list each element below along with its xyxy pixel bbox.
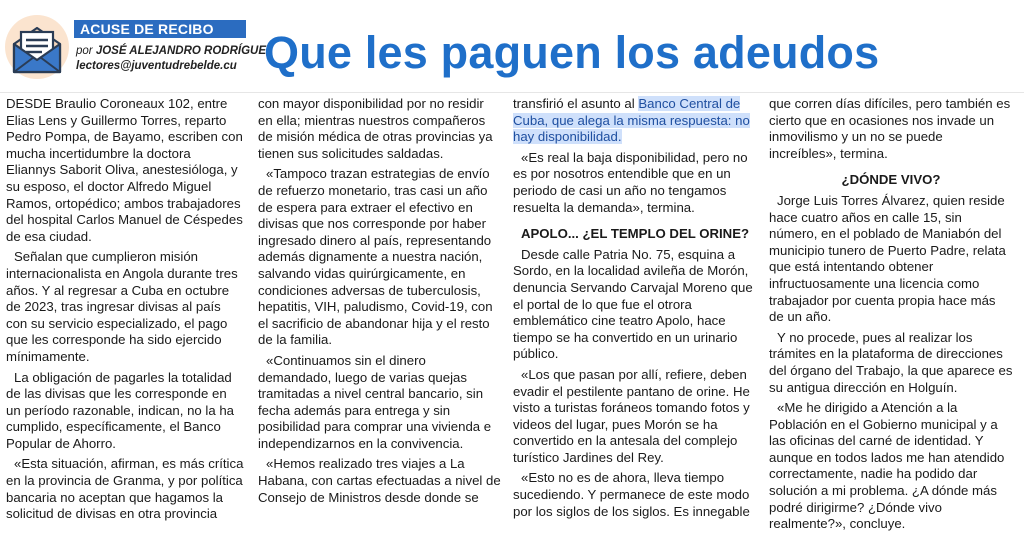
paragraph: Jorge Luis Torres Álvarez, quien reside hace cuatro años en calle 15, sin número, en el poblado de Maniabón del municipio tunero de Puerto Padre, relata que está intentando obtener infructuosamente una licencia como trabajador por cuenta propia hace más de un año.	[769, 192, 1006, 325]
highlighted-text: Banco Central de Cuba, que alega la misma respuesta: no hay disponibilidad.	[513, 96, 750, 145]
paragraph	[513, 96, 757, 146]
paragraph: «Tampoco trazan estrategias de envío de refuerzo monetario, tras casi un año de espera para extraer el efectivo en divisas que nos corresponde por haber ingresado dinero al país, representando además dignamente a nuestra nación, salvando vidas quirúrgicamente, en condiciones adversas de tuberculosis, hepatitis, VIH, paludismo, Covid-19, con el sacrificio de abandonar hija y el resto de la familia.	[258, 166, 493, 348]
article-column-1	[6, 96, 244, 522]
paragraph: Y no procede, pues al realizar los trámites en la plataforma de direcciones del órgano del Trabajo, la que aparece es su antigua dirección en Holguín.	[769, 329, 1013, 395]
paragraph-text: transfirió el asunto al	[513, 96, 639, 111]
paragraph: «Los que pasan por allí, refiere, deben evadir el pestilente pantano de orine. He visto a turistas foráneos tomando fotos y videos del lugar, pues Morón se ha convertido en la antesala del complejo turístico Jardines del Rey.	[513, 366, 750, 465]
article-column-4	[769, 96, 1013, 532]
subheading: APOLO... ¿EL TEMPLO DEL ORINE?	[520, 226, 750, 242]
subheading: ¿DÓNDE VIVO?	[841, 172, 941, 188]
masthead	[0, 0, 1024, 92]
paragraph: DESDE Braulio Coroneaux 102, entre Elias Lens y Guillermo Torres, reparto Pedro Pompa, de Bayamo, escriben con mucha incertidumbre la doctora Eliannys Saborit Oliva, anestesióloga, y su esposo, el doctor Alfredo Miguel Ramos, ortopédico; ambos trabajadores del hospital Carlos Manuel de Céspedes de esa ciudad.	[6, 96, 243, 244]
paragraph: con mayor disponibilidad por no residir en ella; mientras nuestros compañeros de misión médica de otras provincias ya tienen sus solicitudes saldadas.	[258, 96, 493, 161]
header-divider	[0, 92, 1024, 93]
article-column-3	[513, 96, 757, 519]
author-email: lectores@juventudrebelde.cu	[76, 60, 237, 72]
byline-prefix: por	[76, 45, 96, 57]
envelope-letter-icon	[4, 14, 70, 80]
paragraph: Desde calle Patria No. 75, esquina a Sordo, en la localidad avileña de Morón, denuncia Servando Carvajal Moreno que el portal de lo que fue el otrora emblemático cine teatro Apolo, hace tiempo se ha convertido en un urinario público.	[513, 246, 753, 362]
paragraph: «Me he dirigido a Atención a la Población en el Gobierno municipal y a las oficinas del carné de identidad. Y aunque en todos lados me han atendido correctamente, nadie ha podido dar solución a mi problema. ¿A dónde más podré dirigirme? ¿Dónde vivo realmente?», concluye.	[769, 400, 1005, 532]
article-column-2	[258, 96, 502, 505]
paragraph: «Es real la baja disponibilidad, pero no es por nosotros entendible que en un periodo de casi un año no tengamos resuelta la demanda», termina.	[513, 149, 748, 215]
paragraph: que corren días difíciles, pero también es cierto que en ocasiones nos invade un inmovilismo y un no se puede increíbles», termina.	[769, 96, 1011, 161]
paragraph: «Continuamos sin el dinero demandado, luego de varias quejas tramitadas a nivel central bancario, sin fecha además para entrega y sin posibilidad para comprar una vivienda e independizarnos en la convivencia.	[258, 352, 492, 451]
paragraph: «Hemos realizado tres viajes a La Habana, con cartas efectuadas a nivel de Consejo de Ministros desde donde se	[258, 456, 501, 505]
section-tag: ACUSE DE RECIBO	[74, 20, 246, 38]
paragraph: Señalan que cumplieron misión internacionalista en Angola durante tres años. Y al regresar a Cuba en octubre de 2023, tras ingresar divisas al país con su servicio especializado, el pago que les corresponde ha sido ejercido mínimamente.	[6, 249, 238, 364]
byline	[76, 44, 273, 59]
author-name: JOSÉ ALEJANDRO RODRÍGUEZ	[95, 45, 274, 57]
paragraph: La obligación de pagarles la totalidad de las divisas que les corresponde en un período razonable, indican, no la ha cumplido, específicamente, el Banco Popular de Ahorro.	[6, 369, 235, 451]
paragraph: «Esto no es de ahora, lleva tiempo sucediendo. Y permanece de este modo por los siglos de los siglos. Es innegable	[513, 470, 750, 519]
paragraph: «Esta situación, afirman, es más crítica en la provincia de Granma, y por política bancaria no aceptan que hagamos la solicitud de divisas en otra provincia	[6, 456, 244, 522]
headline: Que les paguen los adeudos	[264, 27, 880, 78]
